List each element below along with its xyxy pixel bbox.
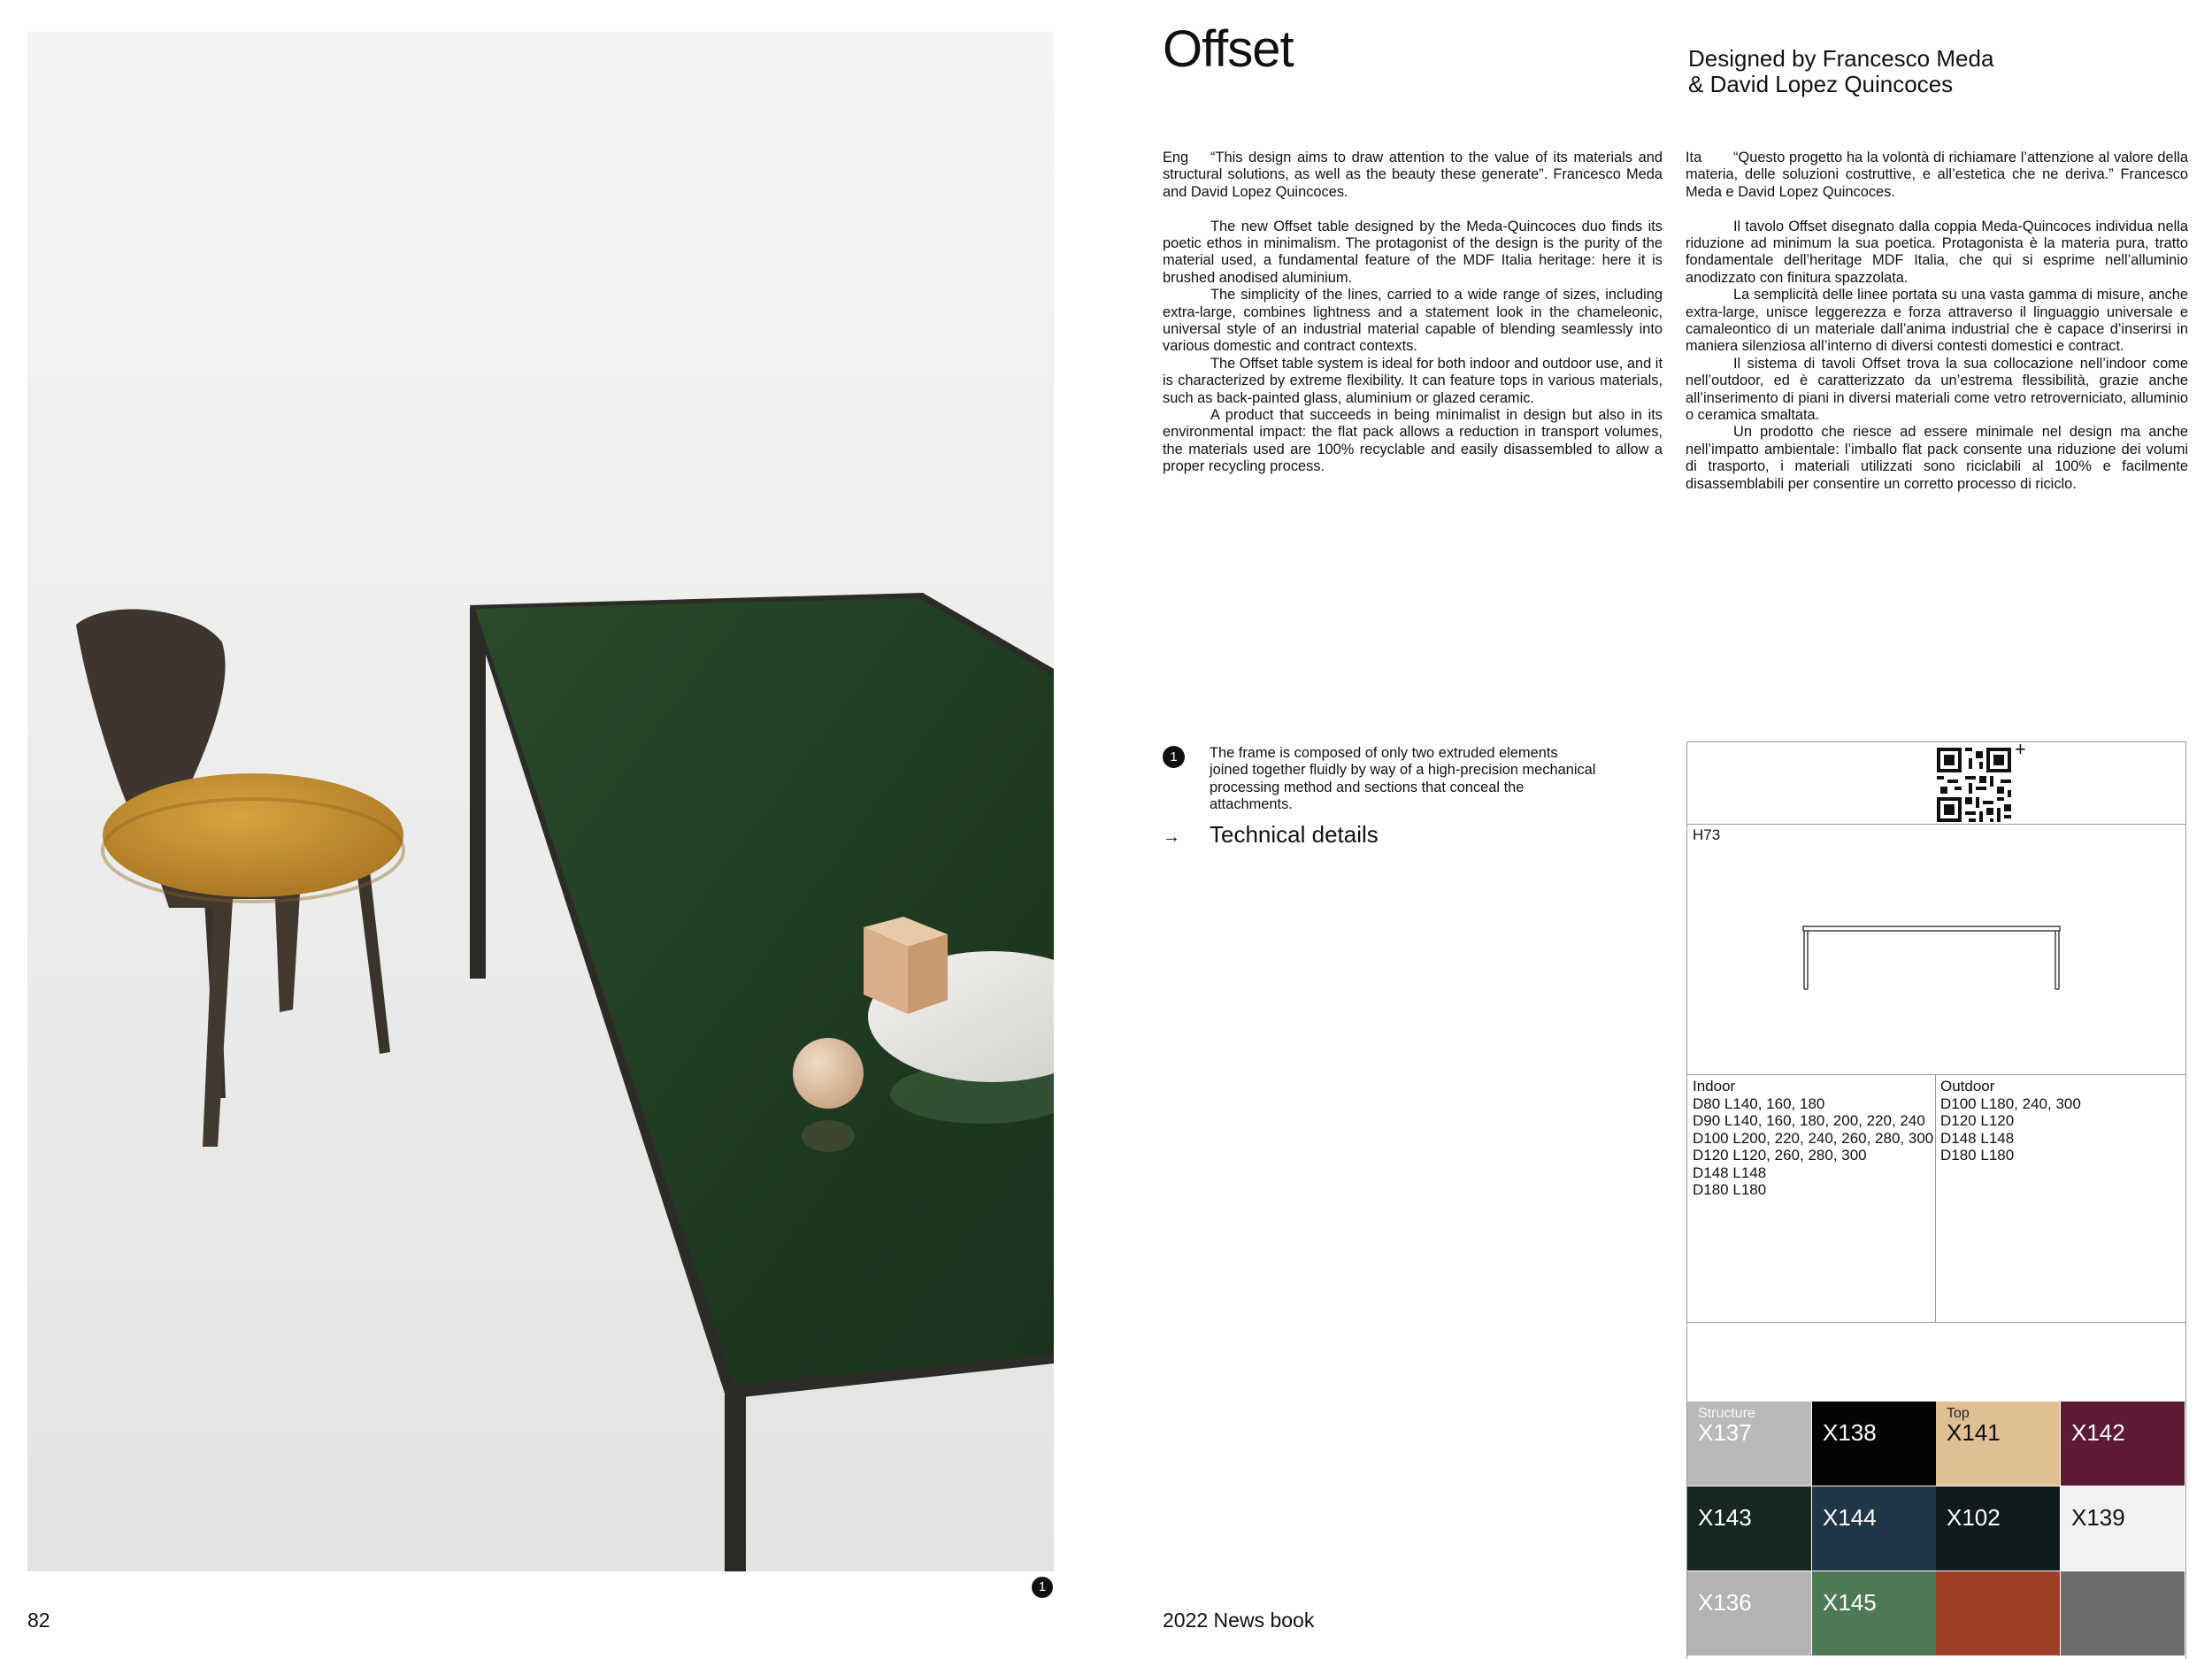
finish-swatch[interactable]: [1812, 1571, 1936, 1655]
language-label: Eng: [1163, 150, 1189, 165]
finish-swatch[interactable]: [1812, 1486, 1936, 1571]
finish-swatch[interactable]: [1936, 1486, 2060, 1571]
size-line: D100 L200, 220, 240, 260, 280, 300: [1693, 1129, 1934, 1147]
italian-paragraph: Il tavolo Offset disegnato dalla coppia Meda-Quincoces individua nella riduzione ad minimum la sua poetica. Protagonista è la materia pura, tratto fondamentale dell’heritage MDF Italia, che qui si esprime nell’alluminio anodizzato con finitura spazzolata.: [1686, 218, 2188, 286]
page-number: 82: [27, 1609, 50, 1632]
english-paragraph: The Offset table system is ideal for both indoor and outdoor use, and it is characterized by extreme flexibility. It can feature tops in various materials, such as back-painted glass, aluminium or glazed ceramic.: [1163, 355, 1663, 406]
english-paragraph: The simplicity of the lines, carried to a wide range of sizes, including extra-large, combines lightness and a statement look in the chameleonic, universal style of an industrial material capable of blending seamlessly into various domestic and contract contexts.: [1163, 287, 1663, 355]
technical-details-link[interactable]: Technical details: [1210, 821, 1379, 848]
size-line: D180 L180: [1940, 1147, 2015, 1164]
column-divider: [1935, 1074, 1936, 1322]
quote-text: “Questo progetto ha la volontà di richiamare l’attenzione al valore della materia, delle soluzioni costruttive, e all’estetica che ne deriva.” Francesco Meda e David Lopez Quincoces.: [1686, 150, 2188, 200]
finish-code: X143: [1698, 1504, 1752, 1531]
italian-text-column: [1686, 150, 2188, 493]
english-paragraph: The new Offset table designed by the Meda-Quincoces duo finds its poetic ethos in minimalism. The protagonist of the design is the purity of the material used, a fundamental feature of the MDF Italia heritage: here it is brushed anodised aluminium.: [1163, 218, 1663, 286]
size-line: D120 L120, 260, 280, 300: [1693, 1147, 1867, 1164]
finish-swatch[interactable]: [1687, 1571, 1811, 1655]
designer-credit: [1688, 46, 2184, 97]
feature-note: The frame is composed of only two extruded elements joined together fluidly by way of a high-precision mechanical processing method and sections that conceal the attachments.: [1210, 745, 1596, 813]
finish-code: X138: [1823, 1419, 1877, 1446]
plus-icon[interactable]: +: [2015, 738, 2026, 760]
outdoor-sizes: [1940, 1078, 2183, 1164]
size-line: D90 L140, 160, 180, 200, 220, 240: [1693, 1112, 1925, 1129]
indoor-title: Indoor: [1693, 1078, 1736, 1094]
finish-swatch[interactable]: [1687, 1486, 1811, 1571]
italian-paragraph: Il sistema di tavoli Offset trova la sua collocazione nell’indoor come nell’outdoor, ed è caratterizzato da un’estrema flessibilità, grazie anche all’inserimento di piani in diversi materiali come vetro retroverniciato, alluminio o ceramica smaltata.: [1686, 355, 2188, 424]
arrow-right-icon[interactable]: →: [1163, 827, 1180, 847]
finish-swatch[interactable]: [1936, 1402, 2060, 1486]
finish-code: X141: [1947, 1419, 2001, 1446]
photo-callout-marker: 1: [1032, 1577, 1053, 1598]
height-label: H73: [1693, 826, 1721, 843]
table-divider: [1687, 1074, 2185, 1075]
size-line: D80 L140, 160, 180: [1693, 1094, 1825, 1112]
qr-code-icon[interactable]: [1937, 748, 2011, 822]
product-photo: [27, 32, 1054, 1571]
quote-text: “This design aims to draw attention to the value of its materials and structural solutions, as well as the beauty these generate”. Francesco Meda and David Lopez Quincoces.: [1163, 150, 1663, 200]
finish-swatch[interactable]: [2061, 1486, 2185, 1571]
table-divider: [1687, 1322, 2185, 1323]
finish-code: X142: [2071, 1419, 2125, 1446]
finish-code: X136: [1698, 1589, 1752, 1616]
finish-swatch[interactable]: [2061, 1402, 2185, 1486]
finish-code: X102: [1947, 1504, 2001, 1531]
indoor-sizes: [1693, 1078, 1935, 1199]
size-line: D180 L180: [1693, 1181, 1767, 1198]
size-line: D120 L120: [1940, 1112, 2015, 1129]
finish-swatch[interactable]: [2061, 1571, 2185, 1655]
size-line: D148 L148: [1693, 1164, 1767, 1181]
size-line: D100 L180, 240, 300: [1940, 1094, 2081, 1112]
table-elevation-drawing: [1801, 924, 2062, 995]
table-divider: [1687, 824, 2185, 825]
finish-swatch[interactable]: [1687, 1402, 1811, 1486]
finish-code: X137: [1698, 1419, 1752, 1446]
english-paragraph: A product that succeeds in being minimalist in design but also in its environmental impact: the flat pack allows a reduction in transport volumes, the materials used are 100% recyclable and easily disassembled to allow a proper recycling process.: [1163, 407, 1663, 475]
finish-swatch[interactable]: [1812, 1402, 1936, 1486]
outdoor-title: Outdoor: [1940, 1078, 1995, 1094]
language-label: Ita: [1686, 150, 1702, 165]
italian-paragraph: Un prodotto che riesce ad essere minimale nel design ma anche nell’impatto ambientale: l’imballo flat pack consente una riduzione dei volumi di trasporto, i materiali utilizzati sono riciclabili al 100% e facilmente disassemblabili per consentire un corretto processo di riciclo.: [1686, 424, 2188, 492]
designer-line-1: Designed by Francesco Meda: [1688, 45, 1994, 72]
finish-swatch[interactable]: [1936, 1571, 2060, 1655]
top-label: Top: [1947, 1406, 1970, 1421]
english-quote: [1163, 150, 1663, 201]
english-text-column: [1163, 150, 1663, 476]
italian-paragraph: La semplicità delle linee portata su una vasta gamma di misure, anche extra-large, unisce leggerezza e forza attraverso il linguaggio universale e camaleontico di un materiale dall’anima industrial che è capace d’inserirsi in maniera silenziosa all’interno di diversi contesti domestici e contract.: [1686, 287, 2188, 355]
table-divider: [1687, 741, 2185, 742]
designer-line-2: & David Lopez Quincoces: [1688, 71, 1954, 97]
finish-code: X144: [1823, 1504, 1877, 1531]
page-title: Offset: [1163, 20, 1294, 78]
italian-quote: [1686, 150, 2188, 201]
footer-edition: 2022 News book: [1163, 1609, 1315, 1632]
size-line: D148 L148: [1940, 1129, 2015, 1147]
finish-code: X145: [1823, 1589, 1877, 1616]
spec-table: [1686, 738, 2186, 1659]
structure-label: Structure: [1698, 1406, 1755, 1421]
finish-code: X139: [2071, 1504, 2125, 1531]
note-marker: 1: [1163, 746, 1185, 768]
